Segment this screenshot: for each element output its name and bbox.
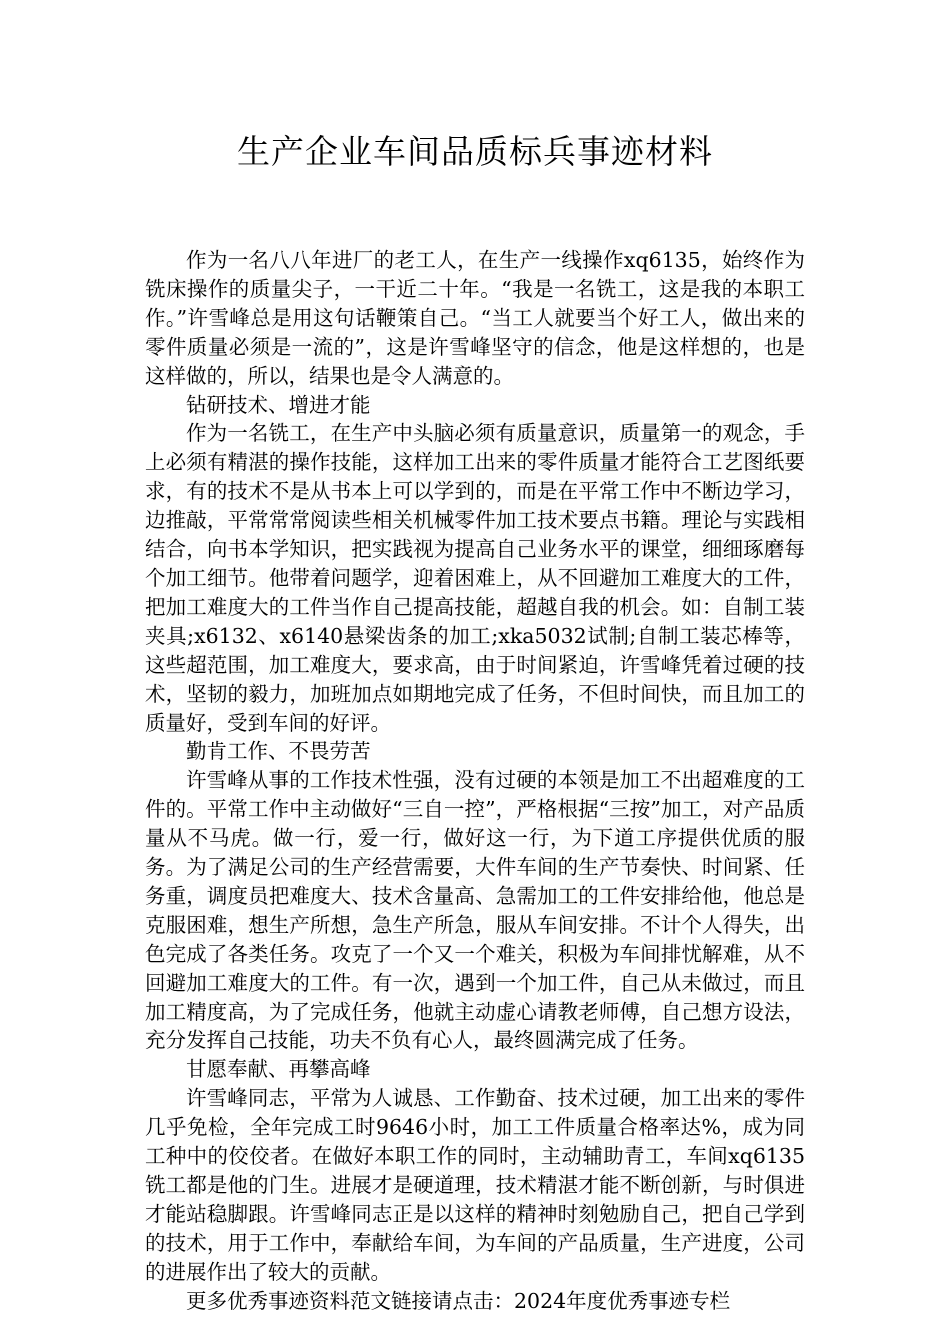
section-heading: 钻研技术、增进才能 — [186, 392, 371, 417]
section-heading: 甘愿奉献、再攀高峰 — [186, 1057, 371, 1082]
intro-paragraph: 作为一名八八年进厂的老工人，在生产一线操作xq6135，始终作为铣床操作的质量尖子，一干近二十年。“我是一名铣工，这是我的本职工作。”许雪峰总是用这句话鞭策自己。“当工人就要当个好工人，做出来的零件质量必须是一流的”，这是许雪峰坚守的信念，他是这样想的，也是这样做的，所以，结果也是令人满意的。 — [145, 248, 805, 388]
more-resources-link[interactable]: 更多优秀事迹资料范文链接请点击：2024年度优秀事迹专栏 — [186, 1288, 731, 1313]
section-heading: 勤肯工作、不畏劳苦 — [186, 739, 371, 764]
document-body — [145, 246, 805, 1316]
document-title: 生产企业车间品质标兵事迹材料 — [237, 132, 713, 171]
section-paragraph: 许雪峰同志，平常为人诚恳、工作勤奋、技术过硬，加工出来的零件几乎免检，全年完成工时9646小时，加工工件质量合格率达%，成为同工种中的佼佼者。在做好本职工作的同时，主动辅助青工，车间xq6135铣工都是他的门生。进展才是硬道理，技术精湛才能不断创新，与时俱进才能站稳脚跟。许雪峰同志正是以这样的精神时刻勉励自己，把自己学到的技术，用于工作中，奉献给车间，为车间的产品质量，生产进度，公司的进展作出了较大的贡献。 — [145, 1086, 805, 1284]
section-paragraph: 许雪峰从事的工作技术性强，没有过硬的本领是加工不出超难度的工件的。平常工作中主动做好“三自一控”，严格根据“三按”加工，对产品质量从不马虎。做一行，爱一行，做好这一行，为下道工序提供优质的服务。为了满足公司的生产经营需要，大件车间的生产节奏快、时间紧、任务重，调度员把难度大、技术含量高、急需加工的工件安排给他，他总是克服困难，想生产所想，急生产所急，服从车间安排。不计个人得失，出色完成了各类任务。攻克了一个又一个难关，积极为车间排忧解难，从不回避加工难度大的工件。有一次，遇到一个加工件，自己从未做过，而且加工精度高，为了完成任务，他就主动虚心请教老师傅，自己想方设法，充分发挥自己技能，功夫不负有心人，最终圆满完成了任务。 — [145, 768, 805, 1053]
section-paragraph: 作为一名铣工，在生产中头脑必须有质量意识，质量第一的观念，手上必须有精湛的操作技能，这样加工出来的零件质量才能符合工艺图纸要求，有的技术不是从书本上可以学到的，而是在平常工作中不断边学习，边推敲，平常常常阅读些相关机械零件加工技术要点书籍。理论与实践相结合，向书本学知识，把实践视为提高自己业务水平的课堂，细细琢磨每个加工细节。他带着问题学，迎着困难上，从不回避加工难度大的工件，把加工难度大的工件当作自己提高技能，超越自我的机会。如：自制工装夹具;x6132、x6140悬梁齿条的加工;xka5032试制;自制工装芯棒等，这些超范围，加工难度大，要求高，由于时间紧迫，许雪峰凭着过硬的技术，坚韧的毅力，加班加点如期地完成了任务，不但时间快，而且加工的质量好，受到车间的好评。 — [145, 421, 805, 735]
